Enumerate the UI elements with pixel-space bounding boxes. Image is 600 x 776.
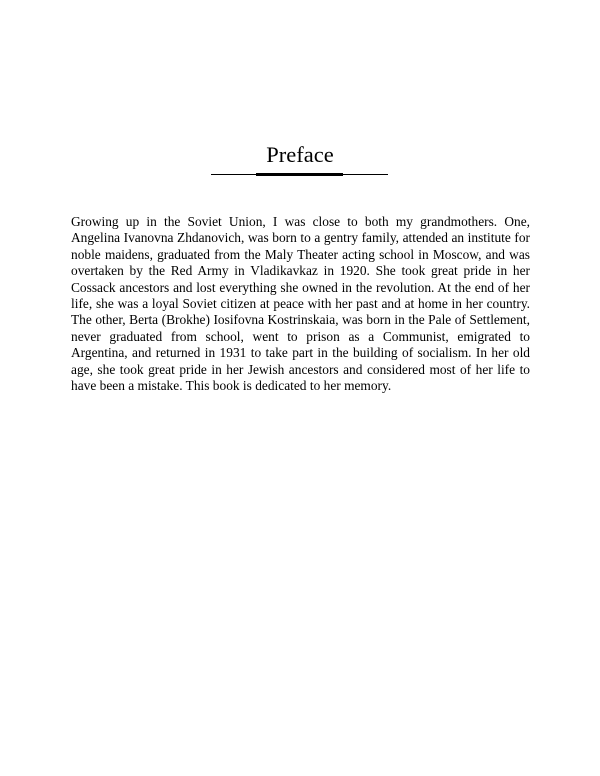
title-underline-accent xyxy=(256,173,343,176)
preface-paragraph: Growing up in the Soviet Union, I was close to both my grandmothers. One, Angelina Ivanovna Zhdanovich, was born to a gentry family, attended an institute for noble maidens, graduated from the Maly Theater acting school in Moscow, and was overtaken by the Red Army in Vladikavkaz in 1920. She took great pride in her Cossack ancestors and lost everything she owned in the revolution. At the end of her life, she was a loyal Soviet citizen at peace with her past and at home in her country. The other, Berta (Brokhe) Iosifovna Kostrinskaia, was born in the Pale of Settlement, never graduated from school, went to prison as a Communist, emigrated to Argentina, and returned in 1931 to take part in the building of socialism. In her old age, she took great pride in her Jewish ancestors and considered most of her life to have been a mistake. This book is dedicated to her memory. xyxy=(71,214,530,394)
page-title: Preface xyxy=(266,142,334,167)
